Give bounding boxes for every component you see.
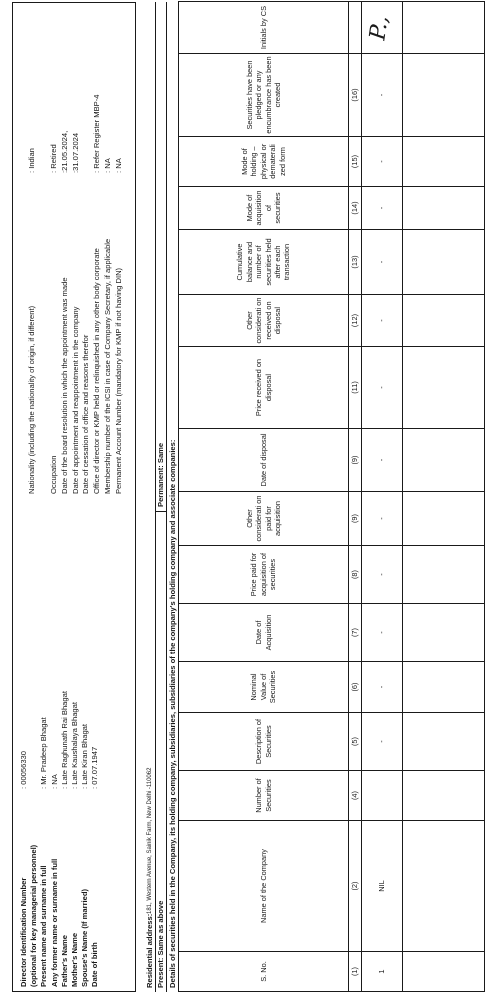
header-sno: S. No.: [179, 952, 349, 992]
empty-cell: [403, 2, 485, 54]
value-appointment-date: :31.07.2024: [70, 132, 80, 173]
header-nominal-value: Nominal Value of Securities: [179, 662, 349, 713]
empty-cell: [403, 187, 485, 230]
value-pan: : NA: [114, 158, 124, 173]
value-mother-name: : Late Kaushalaya Bhagat: [70, 702, 80, 789]
header-mode-of-acquisition: Mode of acquisition of securities: [179, 187, 349, 230]
header-price-paid: Price paid for acquisition of securities: [179, 546, 349, 604]
empty-cell: [403, 713, 485, 771]
empty-cell: [403, 662, 485, 713]
cell-cumulative-balance: -: [362, 230, 403, 295]
label-spouse-name: Spouse's Name (If married): [80, 888, 90, 987]
header-description: Description of Securities: [179, 713, 349, 771]
address-block: [145, 2, 179, 992]
empty-cell: [403, 952, 485, 992]
label-spacer: [38, 239, 49, 494]
cell-pledged: -: [362, 54, 403, 137]
col-number: (5): [349, 713, 362, 771]
cell-date-of-disposal: -: [362, 429, 403, 492]
director-right-values: [27, 95, 125, 174]
cell-price-paid: -: [362, 546, 403, 604]
col-number: (4): [349, 771, 362, 821]
value-spacer: [38, 95, 49, 174]
header-other-consideration-paid: Other considerati on paid for acquisition: [179, 492, 349, 546]
label-father-name: Father's Name: [59, 934, 69, 987]
col-number: (8): [349, 546, 362, 604]
cell-nominal-value: -: [362, 662, 403, 713]
col-number: (1): [349, 952, 362, 992]
value-din: : 00056330: [19, 750, 28, 789]
value-din-note: [29, 691, 39, 789]
label-occupation: Occupation: [48, 455, 58, 494]
value-former-name: : NA: [49, 774, 59, 789]
empty-cell: [403, 295, 485, 347]
table-row: [403, 2, 485, 992]
cell-number-of-securities: [362, 771, 403, 821]
address-divider: [156, 511, 166, 512]
header-price-received: Price received on disposal: [179, 347, 349, 429]
value-other-office: : Refer Register MBP-4: [92, 94, 102, 173]
cell-price-received: -: [362, 347, 403, 429]
cs-initials-signature: P.,: [365, 13, 394, 42]
col-number: (14): [349, 187, 362, 230]
label-present-name: Present name and surname in full: [39, 865, 49, 987]
permanent-address: Permanent: Same: [156, 442, 165, 507]
value-cessation-date: [81, 95, 92, 174]
col-number: (13): [349, 230, 362, 295]
director-left-labels: [19, 845, 101, 987]
label-date-of-birth: Date of birth: [90, 942, 100, 987]
col-number: [349, 2, 362, 54]
director-right-labels: [27, 239, 125, 494]
cell-other-consideration-paid: -: [362, 492, 403, 546]
empty-cell: [403, 54, 485, 137]
label-din-note: (optional for key managerial personnel): [29, 844, 39, 987]
col-number: (15): [349, 137, 362, 187]
table-header-row: [179, 2, 349, 992]
value-present-name: : Mr. Pradeep Bhagat: [39, 717, 49, 789]
label-nationality: Nationality (including the nationality of origin, if different): [27, 305, 36, 494]
value-nationality: : Indian: [27, 148, 36, 173]
director-left-values: [19, 691, 101, 789]
cell-initials-cs: [362, 2, 403, 54]
header-company-name: Name of the Company: [179, 821, 349, 952]
col-number: (7): [349, 604, 362, 662]
header-date-of-acquisition: Date of Acquisition: [179, 604, 349, 662]
value-occupation: : Retired: [48, 144, 58, 173]
present-address: Present: Same as above: [156, 900, 165, 988]
empty-cell: [403, 771, 485, 821]
header-mode-of-holding: Mode of holding – physical or dematerali zed form: [179, 137, 349, 187]
header-initials-cs: Initials by CS: [179, 2, 349, 54]
empty-cell: [403, 604, 485, 662]
cell-company-name: NIL: [362, 821, 403, 952]
label-din: Director Identification Number: [19, 877, 28, 987]
col-number: (16): [349, 54, 362, 137]
label-board-resolution-date: Date of the board resolution in which the appointment was made: [59, 277, 69, 494]
label-cessation-date: Date of cessation of office and reasons therefor: [81, 334, 91, 494]
residential-address-line: [145, 2, 155, 992]
header-date-of-disposal: Date of disposal: [179, 429, 349, 492]
empty-cell: [403, 429, 485, 492]
col-number: (6): [349, 662, 362, 713]
col-number: (11): [349, 347, 362, 429]
present-permanent-line: [155, 2, 167, 992]
label-appointment-date: Date of appointment and reappointment in the company: [70, 306, 80, 494]
empty-cell: [403, 347, 485, 429]
header-other-consideration-received: Other considerati on received on disposal: [179, 295, 349, 347]
empty-cell: [403, 230, 485, 295]
cell-sno: 1: [362, 952, 403, 992]
label-icsi-membership: Membership number of the ICSI in case of Company Secretary, if applicable: [103, 238, 113, 494]
cell-mode-of-acquisition: -: [362, 187, 403, 230]
header-cumulative-balance: Cumulative balance and number of securities held after each transaction: [179, 230, 349, 295]
column-number-row: [349, 2, 362, 992]
value-date-of-birth: : 07.07.1947: [90, 746, 100, 789]
col-number: (9): [349, 492, 362, 546]
securities-table: [178, 1, 485, 992]
empty-cell: [403, 137, 485, 187]
value-spouse-name: : Late Kiran Bhagat: [80, 723, 90, 789]
table-row: [362, 2, 403, 992]
col-number: (9): [349, 429, 362, 492]
cell-description: -: [362, 713, 403, 771]
cell-mode-of-holding: -: [362, 137, 403, 187]
cell-date-of-acquisition: -: [362, 604, 403, 662]
details-heading: Details of securities held in the Company, its holding company, subsidiaries, subsidiaries of the company's holding company and associate companies:: [168, 439, 177, 988]
label-other-office: Office of director or KMP held or relinquished in any other body corporate: [92, 248, 102, 494]
header-pledged: Securities have been pledged or any encumbrance has been created: [179, 54, 349, 137]
empty-cell: [403, 546, 485, 604]
value-father-name: : Late Raghunath Rai Bhagat: [59, 691, 69, 789]
header-number-of-securities: Number of Securities: [179, 771, 349, 821]
col-number: (12): [349, 295, 362, 347]
residential-address-label: Residential address:: [145, 913, 154, 988]
cell-other-consideration-received: -: [362, 295, 403, 347]
value-icsi-membership: : NA: [103, 158, 113, 173]
label-mother-name: Mother's Name: [70, 932, 80, 987]
label-former-name: Any former name or surname in full: [49, 858, 59, 987]
empty-cell: [403, 821, 485, 952]
label-pan: Permanent Account Number (mandatory for KMP if not having DIN): [114, 267, 124, 494]
director-info-box: [12, 2, 136, 992]
residential-address-value: 181, Western Avenue, Sainik Farm, New Delhi -110062: [147, 767, 153, 914]
empty-cell: [403, 492, 485, 546]
col-number: (2): [349, 821, 362, 952]
value-board-resolution-date: :21.05.2024,: [59, 130, 69, 173]
